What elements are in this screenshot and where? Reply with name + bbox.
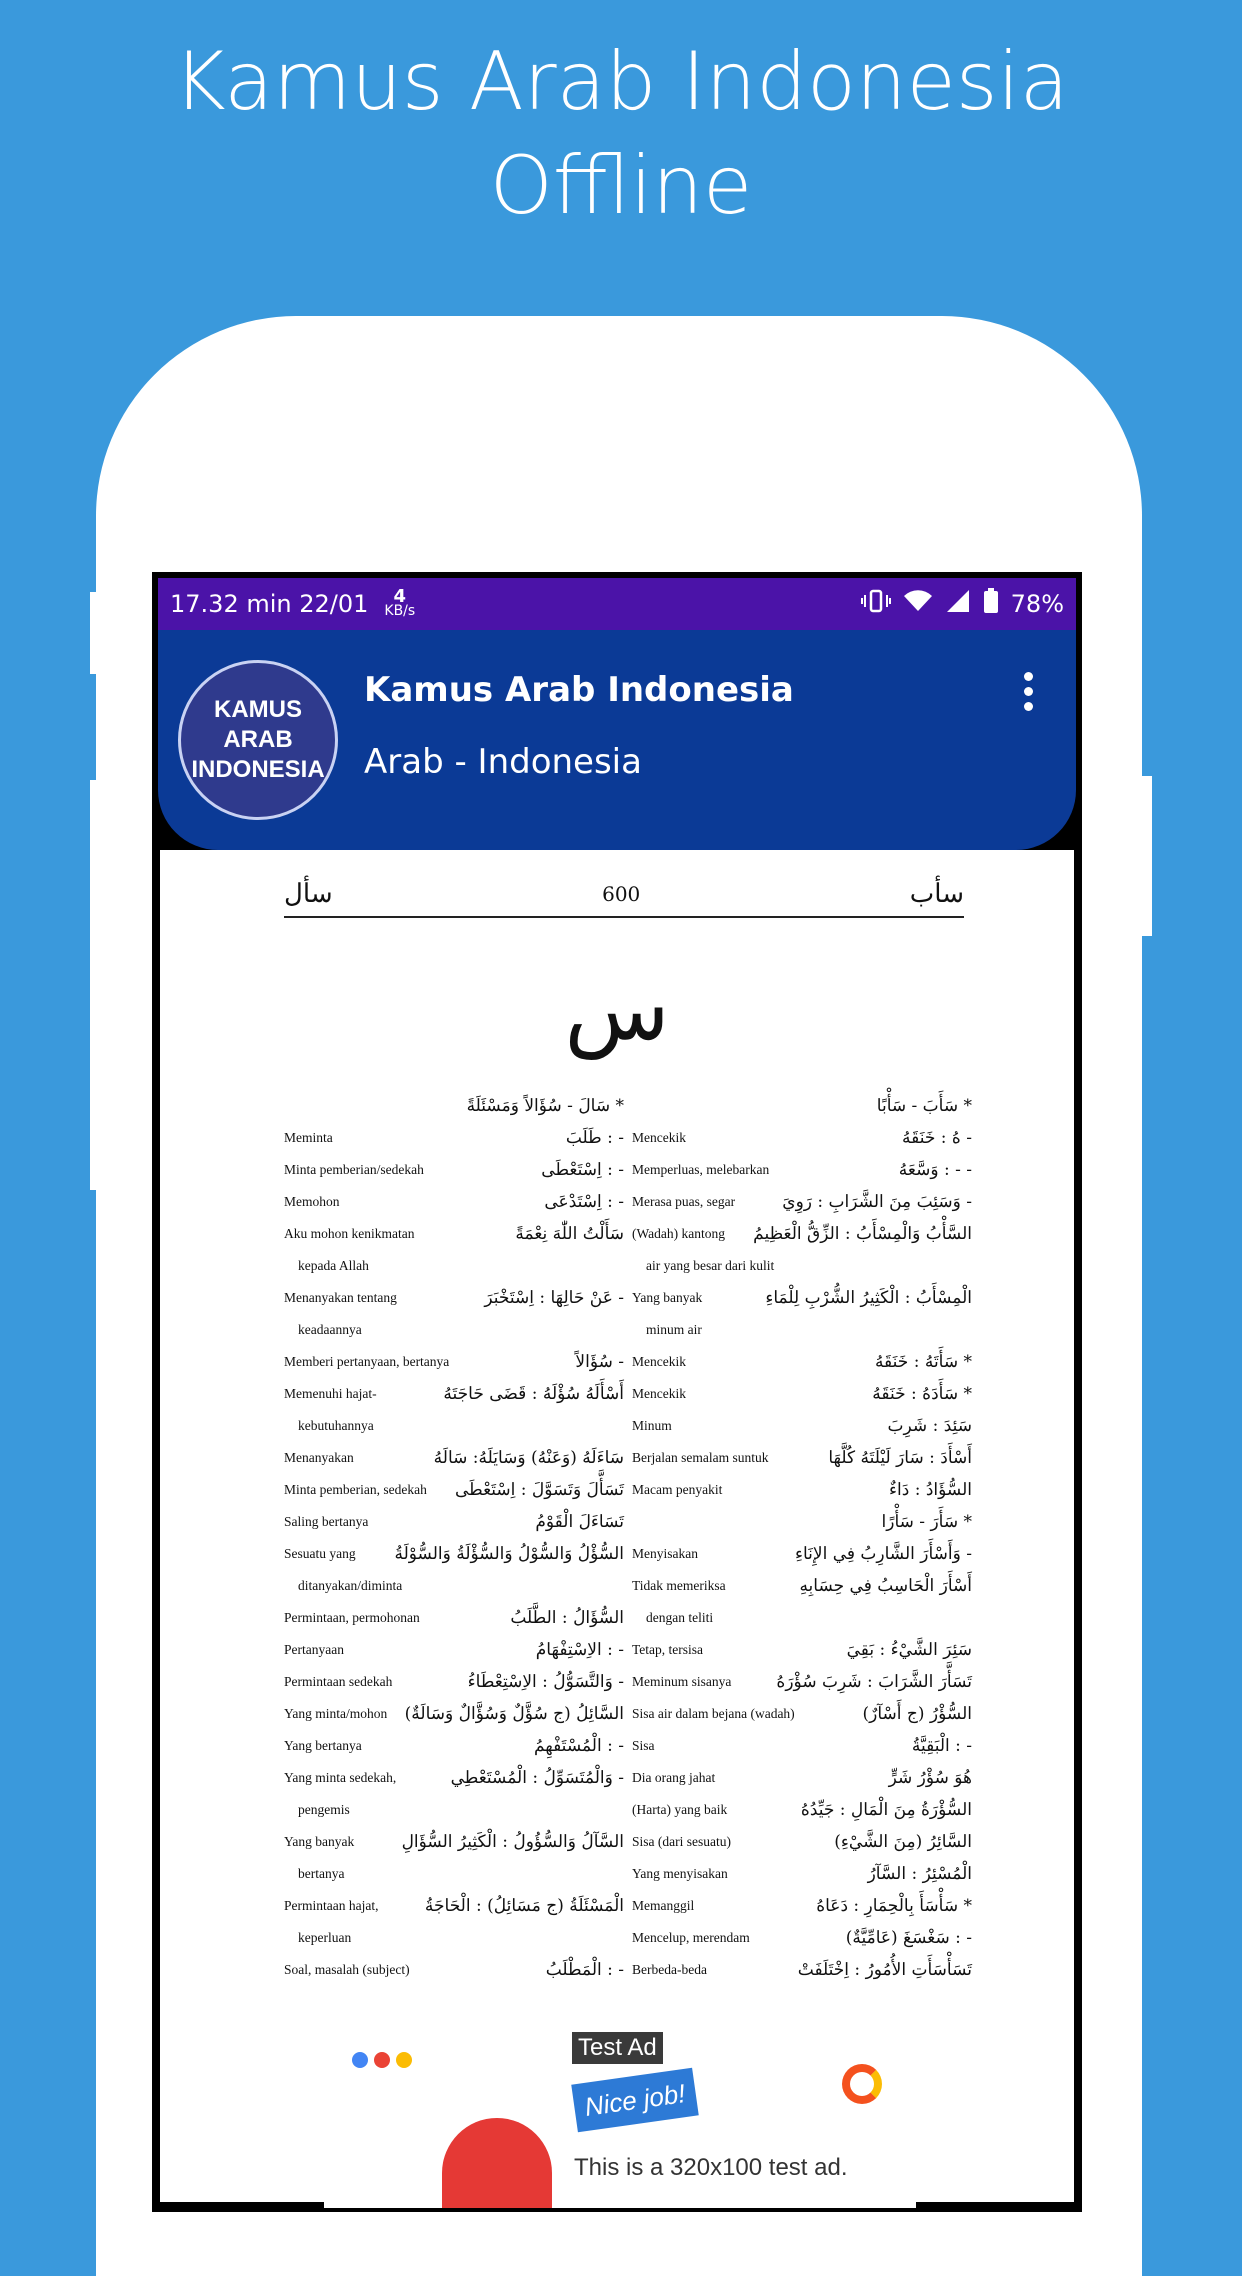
entry-indonesian-text: Permintaan hajat, — [284, 1898, 379, 1913]
status-time-date: 17.32 min 22/01 — [170, 590, 369, 618]
dictionary-entry-row — [284, 1666, 624, 1698]
entry-arabic-text: - : الْمَطْلَبُ — [545, 1960, 624, 1980]
entry-arabic-text: - هُ : خَنَقَهُ — [902, 1128, 972, 1148]
entry-indonesian-text: Sisa air dalam bejana (wadah) — [632, 1706, 795, 1721]
battery-percent: 78% — [1010, 590, 1064, 618]
entry-indonesian-text: Memenuhi hajat- — [284, 1386, 377, 1401]
dictionary-entry-row — [632, 1218, 972, 1250]
dictionary-entry-row — [632, 1954, 972, 1986]
entry-indonesian-text: Aku mohon kenikmatan — [284, 1226, 415, 1241]
dictionary-entry-row — [632, 1090, 972, 1122]
dictionary-entry-row — [632, 1762, 972, 1794]
entry-arabic-text: - وَالْمُتَسَوِّلُ : الْمُسْتَعْطِي — [450, 1768, 624, 1788]
entry-indonesian-text: Yang minta sedekah, — [284, 1770, 397, 1785]
entry-arabic-text: سَاءَلَهُ (وَعَنْهُ) وَسَايَلَهُ: سَالَهُ — [433, 1448, 624, 1468]
dictionary-entry-row — [284, 1282, 624, 1314]
ad-mascot-image — [442, 2118, 552, 2208]
promo-title — [0, 30, 1242, 238]
entry-arabic-text: أَسْأَلَهُ سُؤْلَهُ : قَضَى حَاجَتَهُ — [443, 1384, 624, 1404]
entry-arabic-text: * سَأْسَأَ بِالْحِمَارِ : دَعَاهُ — [816, 1896, 972, 1916]
entry-indonesian-text: Saling bertanya — [284, 1514, 369, 1529]
dictionary-entry-row — [284, 1122, 624, 1154]
dictionary-entry-row — [284, 1762, 624, 1794]
dictionary-entry-row — [632, 1634, 972, 1666]
entry-arabic-text: - : طَلَبَ — [565, 1128, 624, 1148]
dictionary-entry-row — [632, 1250, 972, 1282]
entry-indonesian-text: Pertanyaan — [284, 1642, 344, 1657]
entry-indonesian-text: Mencelup, merendam — [632, 1930, 750, 1945]
entry-indonesian-text: air yang besar dari kulit — [646, 1258, 775, 1273]
entry-arabic-text: الْمُسْئِرُ : السَّآرُ — [867, 1864, 972, 1884]
entry-indonesian-text: Sisa (dari sesuatu) — [632, 1834, 731, 1849]
entry-arabic-text: تَسَأَّلَ وَتَسَوَّلَ : اِسْتَعْطَى — [454, 1480, 624, 1500]
dictionary-entry-row — [632, 1922, 972, 1954]
dictionary-entry-row — [284, 1474, 624, 1506]
entry-indonesian-text: minum air — [646, 1322, 702, 1337]
ad-decoration-dots — [352, 2052, 412, 2068]
entry-indonesian-text: Soal, masalah (subject) — [284, 1962, 410, 1977]
dictionary-entry-row — [284, 1922, 624, 1954]
status-bar — [158, 578, 1076, 630]
page-number: 600 — [602, 882, 641, 906]
entry-arabic-text: * سَالَ - سُؤَالاً وَمَسْئَلَةً — [466, 1096, 624, 1116]
entry-arabic-text: الْمَسْئَلَةُ (ج مَسَائِلُ) : الْحَاجَةُ — [424, 1896, 624, 1916]
entry-arabic-text: * سَأَرَ - سَأْرًا — [881, 1512, 972, 1532]
dictionary-entry-row — [632, 1570, 972, 1602]
entry-indonesian-text: Minta pemberian, sedekah — [284, 1482, 427, 1497]
dictionary-entry-row — [284, 1730, 624, 1762]
signal-icon — [945, 589, 971, 619]
entry-arabic-text: - : الْبَقِيَّةُ — [911, 1736, 972, 1756]
dictionary-entry-row — [284, 1538, 624, 1570]
dictionary-entry-row — [284, 1634, 624, 1666]
entry-arabic-text: * سَأَتَهُ : خَنَقَهُ — [874, 1352, 972, 1372]
entry-indonesian-text: Macam penyakit — [632, 1482, 723, 1497]
app-title: Kamus Arab Indonesia — [364, 670, 794, 710]
dictionary-entry-row — [284, 1410, 624, 1442]
entry-arabic-text: السُّؤْلُ وَالسُّوْلُ وَالسُّؤْلَةُ وَالسُّوْلَةُ — [394, 1544, 624, 1564]
phone-side-button-right — [1140, 776, 1152, 936]
entry-indonesian-text: Menyisakan — [632, 1546, 698, 1561]
entry-arabic-text: السُّؤْرَةُ مِنَ الْمَالِ : جَيِّدُهُ — [800, 1800, 972, 1820]
dictionary-entry-row — [632, 1154, 972, 1186]
entry-indonesian-text: pengemis — [298, 1802, 350, 1817]
dictionary-entry-row — [284, 1794, 624, 1826]
entry-indonesian-text: Memanggil — [632, 1898, 695, 1913]
left-entry-column — [284, 1090, 624, 1986]
entry-indonesian-text: Mencekik — [632, 1386, 686, 1401]
entry-indonesian-text: (Wadah) kantong — [632, 1226, 726, 1241]
entry-arabic-text: - : اِسْتَدْعَى — [544, 1192, 624, 1212]
dictionary-entry-row — [284, 1506, 624, 1538]
entry-indonesian-text: keadaannya — [298, 1322, 362, 1337]
dictionary-entry-row — [632, 1890, 972, 1922]
entry-indonesian-text: Permintaan, permohonan — [284, 1610, 420, 1625]
dictionary-entry-row — [284, 1826, 624, 1858]
entry-arabic-text: السَّأْبُ وَالْمِسْأَبُ : الزِّقُّ الْعَظِيمُ — [753, 1224, 972, 1244]
entry-arabic-text: * سَأَبَ - سَأْبًا — [876, 1096, 972, 1116]
dictionary-entry-row — [284, 1378, 624, 1410]
dictionary-entry-row — [284, 1698, 624, 1730]
dictionary-entry-row — [284, 1858, 624, 1890]
entry-arabic-text: - سُؤَالاً — [575, 1352, 624, 1372]
dictionary-entry-row — [632, 1826, 972, 1858]
dictionary-entry-row — [632, 1538, 972, 1570]
entry-indonesian-text: kebutuhannya — [298, 1418, 374, 1433]
dictionary-entry-row — [284, 1954, 624, 1986]
entry-indonesian-text: Memperluas, melebarkan — [632, 1162, 770, 1177]
entry-arabic-text: - : الْمُسْتَفْهِمُ — [533, 1736, 624, 1756]
right-entry-column — [632, 1090, 972, 1986]
phone-screen — [152, 572, 1082, 2212]
entry-arabic-text: أَسْأَدَ : سَارَ لَيْلَتَهُ كُلَّهَا — [828, 1448, 972, 1468]
dictionary-entry-row — [284, 1154, 624, 1186]
entry-arabic-text: * سَأَدَهُ : خَنَقَهُ — [872, 1384, 972, 1404]
page-header — [284, 872, 964, 918]
app-logo-text: KAMUS ARAB INDONESIA — [191, 696, 325, 783]
dictionary-entry-row — [632, 1314, 972, 1346]
ad-text: This is a 320x100 test ad. — [574, 2154, 848, 2181]
dictionary-entry-row — [284, 1218, 624, 1250]
dictionary-entry-row — [284, 1090, 624, 1122]
entry-indonesian-text: Yang banyak — [632, 1290, 703, 1305]
phone-side-button-left-1 — [90, 592, 98, 674]
dictionary-entry-row — [284, 1890, 624, 1922]
wifi-icon — [903, 589, 933, 619]
entry-indonesian-text: Yang minta/mohon — [284, 1706, 388, 1721]
app-bar — [158, 630, 1076, 850]
entry-arabic-text: - وَسَئِبَ مِنَ الشَّرَابِ : رَوِيَ — [782, 1192, 972, 1212]
vibrate-icon — [861, 589, 891, 619]
dictionary-entry-row — [632, 1186, 972, 1218]
dictionary-entry-row — [632, 1698, 972, 1730]
entry-arabic-text: تَسَأَّرَ الشَّرَابَ : شَرِبَ سُؤْرَهُ — [776, 1672, 972, 1692]
entry-indonesian-text: Mencekik — [632, 1354, 686, 1369]
entry-arabic-text: - : الاِسْتِفْهَامُ — [535, 1640, 624, 1660]
entry-arabic-text: - وَأَسْأَرَ الشَّارِبُ فِي الإِنَاءِ — [794, 1544, 972, 1564]
phone-side-button-left-3 — [90, 970, 98, 1190]
dictionary-entry-row — [284, 1442, 624, 1474]
entry-indonesian-text: Memberi pertanyaan, bertanya — [284, 1354, 450, 1369]
entry-indonesian-text: dengan teliti — [646, 1610, 714, 1625]
dictionary-entry-row — [632, 1378, 972, 1410]
entry-indonesian-text: Tidak memeriksa — [632, 1578, 726, 1593]
dictionary-entry-row — [284, 1186, 624, 1218]
page-header-right-word: سأب — [909, 879, 964, 909]
app-logo — [178, 660, 338, 820]
entry-arabic-text: هُوَ سُؤْرُ شَرٍّ — [888, 1768, 972, 1788]
entry-indonesian-text: Menanyakan tentang — [284, 1290, 397, 1305]
entry-arabic-text: - : سَغْسَغَ (عَامِّيَّةٌ) — [845, 1928, 972, 1948]
entry-indonesian-text: keperluan — [298, 1930, 352, 1945]
entry-arabic-text: أَسْأَرَ الْحَاسِبُ فِي حِسَابِهِ — [799, 1576, 972, 1596]
entry-indonesian-text: Permintaan sedekah — [284, 1674, 393, 1689]
entry-indonesian-text: bertanya — [298, 1866, 345, 1881]
entry-indonesian-text: Meminum sisanya — [632, 1674, 732, 1689]
dictionary-entry-row — [632, 1858, 972, 1890]
entry-arabic-text: سَئِرَ الشَّيْءُ : بَقِيَ — [846, 1640, 972, 1660]
app-subtitle: Arab - Indonesia — [364, 742, 642, 782]
dictionary-entry-row — [632, 1506, 972, 1538]
dictionary-entry-row — [632, 1410, 972, 1442]
dictionary-page-image — [160, 850, 1074, 2202]
entry-arabic-text: تَسَاءَلَ الْقَوْمُ — [535, 1512, 624, 1532]
entry-indonesian-text: Minum — [632, 1418, 672, 1433]
ad-logo-icon — [842, 2064, 882, 2104]
page-header-left-word: سأل — [284, 879, 333, 909]
entry-indonesian-text: Dia orang jahat — [632, 1770, 716, 1785]
entry-indonesian-text: Berbeda-beda — [632, 1962, 707, 1977]
entry-arabic-text: الْمِسْأَبُ : الْكَثِيرُ الشُّرْبِ لِلْمَاءِ — [765, 1288, 972, 1308]
entry-arabic-text: سَئِدَ : شَرِبَ — [887, 1416, 972, 1436]
dictionary-entry-row — [632, 1474, 972, 1506]
ad-banner-flag: Nice job! — [571, 2068, 698, 2133]
entry-indonesian-text: Yang bertanya — [284, 1738, 362, 1753]
entry-arabic-text: - - : وَسَّعَهُ — [898, 1160, 972, 1180]
entry-arabic-text: سَأَلْتُ اللّٰهَ نِعْمَةً — [515, 1224, 624, 1244]
entry-arabic-text: السُّؤْرُ (ج أَسْآرٌ) — [862, 1704, 972, 1724]
entry-indonesian-text: (Harta) yang baik — [632, 1802, 728, 1817]
network-speed-value: 4 — [393, 586, 407, 607]
battery-icon — [983, 588, 999, 620]
dictionary-entry-row — [632, 1282, 972, 1314]
entry-arabic-text: - عَنْ حَالِهَا : اِسْتَخْبَرَ — [484, 1288, 624, 1308]
entry-indonesian-text: ditanyakan/diminta — [298, 1578, 403, 1593]
dictionary-entry-row — [632, 1346, 972, 1378]
dictionary-entry-row — [632, 1794, 972, 1826]
dictionary-entry-row — [632, 1666, 972, 1698]
dictionary-entry-row — [632, 1442, 972, 1474]
dictionary-entry-row — [632, 1602, 972, 1634]
entry-indonesian-text: kepada Allah — [298, 1258, 369, 1273]
test-ad-banner[interactable] — [324, 2032, 916, 2208]
dictionary-entry-row — [284, 1346, 624, 1378]
entry-indonesian-text: Mencekik — [632, 1130, 686, 1145]
entry-arabic-text: السُّؤَالُ : الطَّلَبُ — [510, 1608, 624, 1628]
dictionary-entry-row — [284, 1314, 624, 1346]
entry-arabic-text: السُّؤَادُ : دَاءٌ — [889, 1480, 972, 1500]
promo-title-line-2: Offline — [489, 139, 753, 232]
dictionary-entry-row — [284, 1602, 624, 1634]
ad-label: Test Ad — [572, 2032, 663, 2064]
entry-arabic-text: السَّآلُ وَالسُّؤُولُ : الْكَثِيرُ السُّؤَالِ — [401, 1832, 624, 1852]
entry-indonesian-text: Menanyakan — [284, 1450, 354, 1465]
dictionary-entry-row — [632, 1730, 972, 1762]
entry-indonesian-text: Berjalan semalam suntuk — [632, 1450, 769, 1465]
dictionary-entry-row — [632, 1122, 972, 1154]
entry-arabic-text: - وَالتَّسَوُّلُ : الاِسْتِعْطَاءُ — [467, 1672, 624, 1692]
entry-indonesian-text: Yang menyisakan — [632, 1866, 728, 1881]
entry-indonesian-text: Meminta — [284, 1130, 333, 1145]
overflow-menu-icon[interactable] — [1024, 672, 1036, 712]
entry-arabic-text: السَّائِلُ (ج سُؤَّلٌ وَسُؤَّالٌ وَسَالَةٌ) — [404, 1704, 624, 1724]
network-speed-unit: KB/s — [384, 603, 416, 619]
dictionary-entry-row — [284, 1250, 624, 1282]
network-speed — [384, 586, 416, 619]
entry-indonesian-text: Sesuatu yang — [284, 1546, 356, 1561]
promo-title-line-1: Kamus Arab Indonesia — [173, 35, 1069, 128]
entry-indonesian-text: Minta pemberian/sedekah — [284, 1162, 424, 1177]
entry-indonesian-text: Merasa puas, segar — [632, 1194, 736, 1209]
entry-arabic-text: السَّائِرُ (مِنَ الشَّيْءِ) — [834, 1832, 972, 1852]
phone-side-button-left-2 — [90, 780, 98, 970]
section-letter: س — [564, 960, 670, 1060]
dictionary-entry-row — [284, 1570, 624, 1602]
entry-arabic-text: - : اِسْتَعْطَى — [541, 1160, 624, 1180]
entry-indonesian-text: Sisa — [632, 1738, 655, 1753]
entry-arabic-text: تَسَأْسَأَتِ الأُمُورُ : اِخْتَلَفَتْ — [797, 1960, 972, 1980]
entry-indonesian-text: Yang banyak — [284, 1834, 355, 1849]
entry-indonesian-text: Tetap, tersisa — [632, 1642, 704, 1657]
entry-indonesian-text: Memohon — [284, 1194, 340, 1209]
